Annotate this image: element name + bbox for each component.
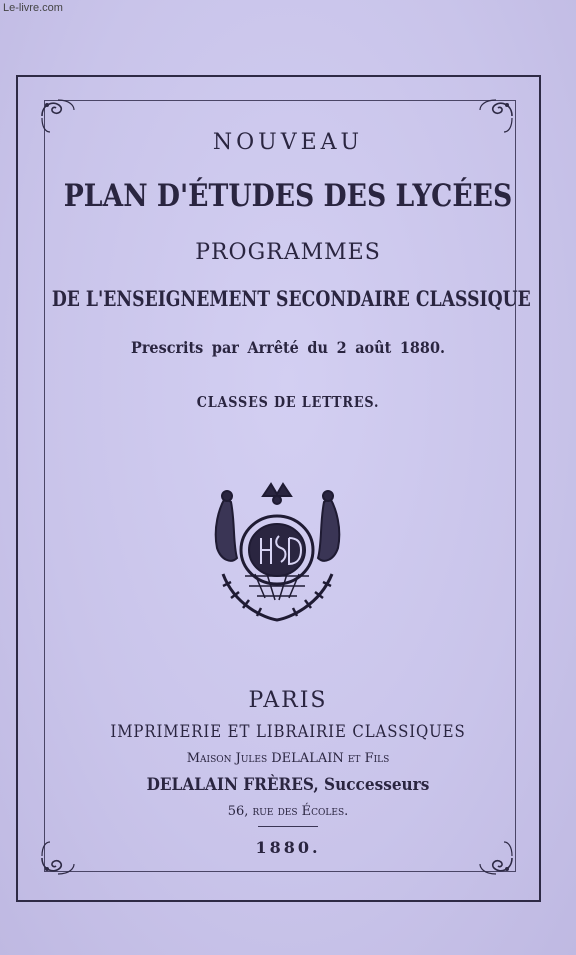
title-nouveau: NOUVEAU — [212, 130, 364, 155]
imprint-printer: IMPRIMERIE ET LIBRAIRIE CLASSIQUES — [110, 722, 466, 742]
imprint-successors: DELALAIN FRÈRES, Successeurs — [146, 775, 430, 795]
subtitle-arrete: Prescrits par Arrêté du 2 août 1880. — [131, 338, 445, 357]
imprint-year: 1880. — [255, 838, 321, 857]
imprint-address: 56, rue des Écoles. — [227, 804, 349, 819]
imprint-city: PARIS — [248, 688, 328, 713]
subtitle-classes: CLASSES DE LETTRES. — [196, 393, 380, 411]
title-programmes: PROGRAMMES — [195, 240, 381, 265]
divider-rule — [258, 826, 318, 827]
publisher-monogram-emblem-icon — [205, 478, 350, 626]
imprint-house: Maison Jules DELALAIN et Fils — [186, 751, 390, 766]
site-watermark: Le-livre.com — [3, 2, 63, 14]
title-plan-etudes: PLAN D'ÉTUDES DES LYCÉES — [63, 178, 513, 214]
title-enseignement: DE L'ENSEIGNEMENT SECONDAIRE CLASSIQUE — [51, 286, 531, 311]
